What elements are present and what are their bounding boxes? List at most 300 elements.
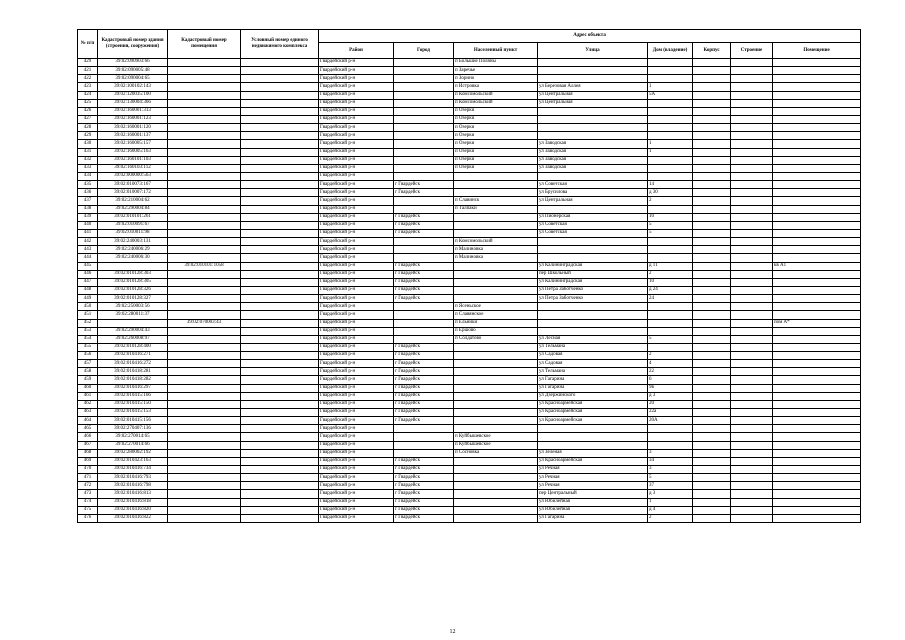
table-cell: Гвардейский р-н xyxy=(319,474,394,482)
table-row xyxy=(78,376,861,384)
table-cell: 473 xyxy=(78,490,98,498)
table-cell: ул Гагарина xyxy=(538,514,648,522)
table-cell xyxy=(241,498,319,506)
table-cell: Гвардейский р-н xyxy=(319,107,394,115)
table-cell xyxy=(454,295,538,303)
table-row xyxy=(78,270,861,278)
table-cell xyxy=(731,197,773,205)
table-cell xyxy=(693,189,731,197)
table-cell xyxy=(731,238,773,246)
table-cell: 5 xyxy=(648,229,693,237)
table-cell xyxy=(538,303,648,311)
table-row xyxy=(78,343,861,351)
table-cell xyxy=(454,384,538,392)
table-cell xyxy=(538,311,648,319)
table-cell: 1 xyxy=(648,83,693,91)
table-cell xyxy=(693,409,731,417)
table-cell xyxy=(394,91,454,99)
table-cell: ул Красноармейская xyxy=(538,400,648,408)
table-cell xyxy=(241,303,319,311)
table-cell xyxy=(538,205,648,213)
table-cell: Гвардейский р-н xyxy=(319,295,394,303)
table-cell xyxy=(693,156,731,164)
table-cell xyxy=(241,392,319,400)
table-cell xyxy=(773,466,861,474)
table-cell: Гвардейский р-н xyxy=(319,278,394,286)
table-row xyxy=(78,181,861,189)
table-cell: Гвардейский р-н xyxy=(319,164,394,172)
table-row xyxy=(78,140,861,148)
table-cell: ул Центральная xyxy=(538,197,648,205)
table-cell: 441 xyxy=(78,229,98,237)
table-cell xyxy=(241,107,319,115)
table-cell: п Малиновка xyxy=(454,254,538,262)
table-cell: г Гвардейск xyxy=(394,466,454,474)
table-cell: д 30 xyxy=(648,189,693,197)
table-cell xyxy=(773,490,861,498)
table-cell: 39:02:010101:261 xyxy=(98,213,168,221)
table-cell xyxy=(731,376,773,384)
table-cell xyxy=(773,417,861,425)
table-cell xyxy=(731,67,773,75)
table-cell xyxy=(773,156,861,164)
table-cell xyxy=(773,303,861,311)
table-cell xyxy=(693,303,731,311)
table-cell: 39:02:010128:303 xyxy=(98,270,168,278)
table-cell xyxy=(168,425,241,433)
table-cell xyxy=(538,246,648,254)
table-cell xyxy=(773,352,861,360)
table-cell: Гвардейский р-н xyxy=(319,368,394,376)
table-cell: 39:02:000000:563 xyxy=(98,172,168,180)
table-cell: 476 xyxy=(78,514,98,522)
table-cell xyxy=(648,67,693,75)
table-cell: 444 xyxy=(78,254,98,262)
table-cell xyxy=(773,189,861,197)
table-cell: Гвардейский р-н xyxy=(319,482,394,490)
table-cell: 4 xyxy=(648,360,693,368)
table-cell xyxy=(394,156,454,164)
table-cell xyxy=(394,327,454,335)
table-cell: 39:02:010423:163 xyxy=(98,457,168,465)
table-cell xyxy=(538,124,648,132)
table-cell: г Гвардейск xyxy=(394,474,454,482)
table-cell: Гвардейский р-н xyxy=(319,441,394,449)
table-cell xyxy=(168,457,241,465)
table-cell xyxy=(773,213,861,221)
property-table-sheet xyxy=(77,29,860,523)
table-cell: ул Березовая Аллея xyxy=(538,83,648,91)
table-cell xyxy=(648,343,693,351)
table-cell xyxy=(454,368,538,376)
table-cell: 10 xyxy=(648,213,693,221)
table-cell xyxy=(241,278,319,286)
table-cell xyxy=(693,115,731,123)
table-cell xyxy=(731,514,773,522)
table-cell: ул Юбилейная xyxy=(538,506,648,514)
table-cell xyxy=(454,343,538,351)
table-row xyxy=(78,498,861,506)
table-cell xyxy=(731,352,773,360)
table-row xyxy=(78,466,861,474)
table-cell xyxy=(693,457,731,465)
table-cell: 456 xyxy=(78,352,98,360)
table-cell xyxy=(241,319,319,327)
table-cell: 20 xyxy=(648,400,693,408)
table-cell: 39:02:160103:112 xyxy=(98,164,168,172)
table-cell xyxy=(773,376,861,384)
table-cell xyxy=(693,262,731,270)
table-cell xyxy=(241,181,319,189)
table-row xyxy=(78,189,861,197)
table-cell: г Гвардейск xyxy=(394,360,454,368)
table-cell xyxy=(731,132,773,140)
table-cell xyxy=(773,270,861,278)
table-cell xyxy=(731,286,773,294)
table-cell xyxy=(731,490,773,498)
table-cell: п Ельники xyxy=(454,319,538,327)
table-cell: 3 xyxy=(648,449,693,457)
table-cell xyxy=(648,59,693,67)
table-cell xyxy=(648,172,693,180)
table-cell xyxy=(394,205,454,213)
table-cell xyxy=(241,67,319,75)
table-cell xyxy=(454,286,538,294)
table-cell xyxy=(538,238,648,246)
table-cell: 468 xyxy=(78,449,98,457)
table-row xyxy=(78,490,861,498)
table-cell: 39:02:090005:48 xyxy=(98,67,168,75)
table-cell xyxy=(773,433,861,441)
table-cell: Гвардейский р-н xyxy=(319,124,394,132)
table-cell: 10 xyxy=(648,278,693,286)
table-cell: 464 xyxy=(78,417,98,425)
table-cell xyxy=(693,311,731,319)
table-cell xyxy=(454,352,538,360)
table-cell: 1 xyxy=(648,148,693,156)
table-cell xyxy=(731,368,773,376)
table-cell xyxy=(454,392,538,400)
table-cell xyxy=(693,238,731,246)
table-cell: 427 xyxy=(78,115,98,123)
table-cell xyxy=(454,490,538,498)
table-cell: Гвардейский р-н xyxy=(319,132,394,140)
table-cell: 432 xyxy=(78,156,98,164)
table-cell xyxy=(454,376,538,384)
table-cell xyxy=(693,335,731,343)
table-cell: 39:02:010128:326 xyxy=(98,286,168,294)
table-cell xyxy=(693,181,731,189)
table-cell: 466 xyxy=(78,433,98,441)
table-cell xyxy=(241,75,319,83)
table-cell: 431 xyxy=(78,148,98,156)
table-cell: пер Школьный xyxy=(538,270,648,278)
table-cell: 5 xyxy=(648,335,693,343)
table-cell: г Гвардейск xyxy=(394,189,454,197)
table-cell: п Заречье xyxy=(454,67,538,75)
table-cell xyxy=(241,514,319,522)
table-cell: ул Центральная xyxy=(538,91,648,99)
table-cell xyxy=(773,506,861,514)
table-cell xyxy=(241,205,319,213)
table-cell xyxy=(168,466,241,474)
table-cell: Гвардейский р-н xyxy=(319,384,394,392)
table-cell: д 3 xyxy=(648,392,693,400)
table-cell: 39:02:010416:822 xyxy=(98,514,168,522)
table-cell: 449 xyxy=(78,295,98,303)
table-cell xyxy=(168,91,241,99)
table-cell: 458 xyxy=(78,368,98,376)
table-cell xyxy=(731,124,773,132)
table-cell xyxy=(168,148,241,156)
table-cell: 39:02:010416:272 xyxy=(98,360,168,368)
table-cell: г Гвардейск xyxy=(394,409,454,417)
table-cell: 39:02:130004:366 xyxy=(98,99,168,107)
table-row xyxy=(78,278,861,286)
table-row xyxy=(78,303,861,311)
table-cell xyxy=(773,181,861,189)
table-cell xyxy=(241,115,319,123)
table-row xyxy=(78,409,861,417)
table-cell xyxy=(773,172,861,180)
table-cell: 39:02:010416:798 xyxy=(98,482,168,490)
table-cell xyxy=(693,148,731,156)
table-cell: 2 xyxy=(648,197,693,205)
table-cell xyxy=(168,132,241,140)
table-cell xyxy=(394,67,454,75)
table-cell xyxy=(241,449,319,457)
table-cell: 465 xyxy=(78,425,98,433)
table-cell: 475 xyxy=(78,506,98,514)
table-cell xyxy=(168,409,241,417)
table-cell: Гвардейский р-н xyxy=(319,246,394,254)
table-cell xyxy=(168,124,241,132)
table-cell: п Куйбышевское xyxy=(454,441,538,449)
table-cell xyxy=(693,286,731,294)
table-cell: ул Дзержинского xyxy=(538,392,648,400)
table-row xyxy=(78,433,861,441)
table-cell: 459 xyxy=(78,376,98,384)
table-row xyxy=(78,148,861,156)
table-cell xyxy=(693,368,731,376)
table-cell xyxy=(168,75,241,83)
table-cell: ул Заводская xyxy=(538,156,648,164)
table-cell xyxy=(648,319,693,327)
table-cell xyxy=(454,221,538,229)
table-cell xyxy=(168,83,241,91)
table-cell: 429 xyxy=(78,132,98,140)
table-cell: г Гвардейск xyxy=(394,368,454,376)
table-cell: 39:02:010416:818 xyxy=(98,498,168,506)
header-street: Улица xyxy=(538,43,648,59)
table-cell xyxy=(693,132,731,140)
table-cell: 440 xyxy=(78,221,98,229)
table-cell xyxy=(454,409,538,417)
table-cell xyxy=(241,189,319,197)
table-cell xyxy=(693,352,731,360)
table-cell: ул Красноармейская xyxy=(538,417,648,425)
table-cell xyxy=(731,433,773,441)
table-cell: г Гвардейск xyxy=(394,490,454,498)
table-cell: Гвардейский р-н xyxy=(319,67,394,75)
table-cell xyxy=(648,156,693,164)
table-cell xyxy=(693,91,731,99)
table-cell xyxy=(168,335,241,343)
table-cell: пом А* xyxy=(773,319,861,327)
table-cell: 39:02:240006:30 xyxy=(98,254,168,262)
table-cell: 446 xyxy=(78,270,98,278)
table-cell: 9в xyxy=(648,384,693,392)
table-cell xyxy=(538,425,648,433)
table-cell xyxy=(773,441,861,449)
table-cell xyxy=(168,400,241,408)
table-cell: д 24 xyxy=(648,286,693,294)
table-cell: ул Садовая xyxy=(538,360,648,368)
table-cell: 6 xyxy=(648,376,693,384)
table-cell xyxy=(731,425,773,433)
table-cell: г Гвардейск xyxy=(394,352,454,360)
header-num: № п/п xyxy=(78,30,98,59)
table-cell xyxy=(731,278,773,286)
table-cell xyxy=(693,498,731,506)
table-cell xyxy=(693,213,731,221)
table-cell xyxy=(693,229,731,237)
table-row xyxy=(78,107,861,115)
table-cell: Гвардейский р-н xyxy=(319,229,394,237)
table-cell xyxy=(731,181,773,189)
table-cell: п Комсомольский xyxy=(454,238,538,246)
table-cell: 39:02:160001:123 xyxy=(98,115,168,123)
table-cell: 39:02:240006:29 xyxy=(98,246,168,254)
table-cell xyxy=(241,156,319,164)
table-cell xyxy=(241,99,319,107)
table-cell xyxy=(241,221,319,229)
table-row xyxy=(78,368,861,376)
table-cell xyxy=(168,278,241,286)
table-cell: 463 xyxy=(78,409,98,417)
table-cell xyxy=(773,327,861,335)
table-cell: ул Пионерская xyxy=(538,213,648,221)
table-cell: 438 xyxy=(78,205,98,213)
table-cell xyxy=(241,368,319,376)
table-cell: п Истровка xyxy=(454,83,538,91)
table-cell xyxy=(648,441,693,449)
table-cell: ул Тельмана xyxy=(538,343,648,351)
table-cell xyxy=(168,417,241,425)
table-cell: 39:02:160001:137 xyxy=(98,132,168,140)
table-cell xyxy=(731,229,773,237)
table-cell: 39:02:210004:62 xyxy=(98,197,168,205)
table-cell xyxy=(394,132,454,140)
table-cell xyxy=(693,425,731,433)
table-cell xyxy=(693,490,731,498)
table-cell: 22а xyxy=(648,409,693,417)
table-cell xyxy=(538,327,648,335)
table-cell: Гвардейский р-н xyxy=(319,409,394,417)
table-cell xyxy=(693,474,731,482)
table-cell: 423 xyxy=(78,83,98,91)
table-cell: г Гвардейск xyxy=(394,384,454,392)
table-cell xyxy=(394,75,454,83)
table-cell: ул Садовая xyxy=(538,352,648,360)
table-cell xyxy=(693,67,731,75)
table-cell xyxy=(773,124,861,132)
table-cell: Гвардейский р-н xyxy=(319,376,394,384)
table-cell: ул Гагарина xyxy=(538,384,648,392)
table-cell xyxy=(693,384,731,392)
table-cell xyxy=(241,254,319,262)
table-cell: Гвардейский р-н xyxy=(319,286,394,294)
table-cell xyxy=(454,514,538,522)
table-cell: г Гвардейск xyxy=(394,343,454,351)
table-cell xyxy=(454,278,538,286)
table-cell: 443 xyxy=(78,246,98,254)
table-cell xyxy=(168,474,241,482)
table-cell: Гвардейский р-н xyxy=(319,59,394,67)
table-cell: 462 xyxy=(78,400,98,408)
table-cell: ул Брусилова xyxy=(538,189,648,197)
table-cell xyxy=(731,172,773,180)
table-cell: ул Речная xyxy=(538,474,648,482)
table-cell: 421 xyxy=(78,67,98,75)
table-cell: п Малиновка xyxy=(454,246,538,254)
table-cell xyxy=(731,246,773,254)
table-cell: п Озерки xyxy=(454,164,538,172)
table-cell xyxy=(731,107,773,115)
table-cell: 39:02:010415:166 xyxy=(98,392,168,400)
table-cell xyxy=(693,124,731,132)
table-row xyxy=(78,115,861,123)
table-cell xyxy=(773,246,861,254)
table-row xyxy=(78,417,861,425)
table-cell: Гвардейский р-н xyxy=(319,335,394,343)
table-cell xyxy=(693,278,731,286)
table-cell xyxy=(98,262,168,270)
table-cell: 39:02:270407:136 xyxy=(98,425,168,433)
table-row xyxy=(78,352,861,360)
table-cell: 439 xyxy=(78,213,98,221)
table-cell: ул Калининградская xyxy=(538,262,648,270)
table-cell: п Ершово xyxy=(454,327,538,335)
table-cell xyxy=(648,254,693,262)
table-cell xyxy=(773,392,861,400)
table-row xyxy=(78,164,861,172)
table-cell: Гвардейский р-н xyxy=(319,270,394,278)
table-cell: 39:02:010418:282 xyxy=(98,376,168,384)
table-cell xyxy=(693,343,731,351)
table-cell: 5 xyxy=(648,474,693,482)
table-cell xyxy=(693,506,731,514)
table-cell xyxy=(693,197,731,205)
table-cell: г Гвардейск xyxy=(394,392,454,400)
table-cell: 5А xyxy=(648,91,693,99)
table-cell: п Озерки xyxy=(454,132,538,140)
table-cell xyxy=(773,335,861,343)
table-cell: 39:02:010128:400 xyxy=(98,343,168,351)
table-cell: Гвардейский р-н xyxy=(319,466,394,474)
table-cell xyxy=(454,482,538,490)
table-cell xyxy=(241,441,319,449)
table-cell: д 3 xyxy=(648,490,693,498)
table-cell xyxy=(538,59,648,67)
table-cell xyxy=(394,449,454,457)
table-cell: 2 xyxy=(648,514,693,522)
table-cell xyxy=(241,295,319,303)
table-cell: 39:02:290004:43 xyxy=(98,327,168,335)
table-cell: п Славинск xyxy=(454,197,538,205)
table-cell: 39:02:010101:1058 xyxy=(168,262,241,270)
table-cell: п Озерки xyxy=(454,107,538,115)
